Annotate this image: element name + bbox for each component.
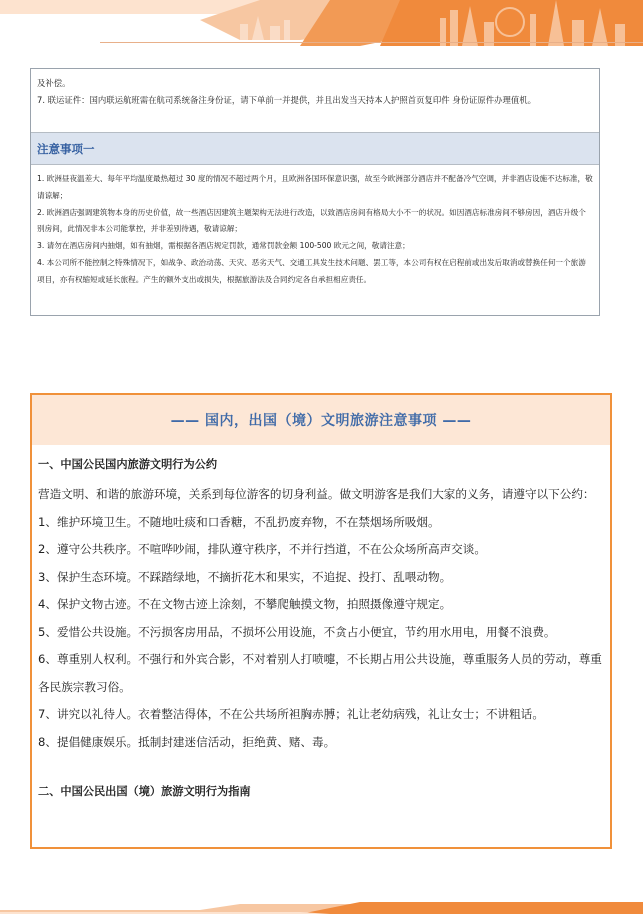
top-banner (0, 0, 643, 46)
table-continuation (30, 68, 600, 316)
rule-item: 4、保护文物古迹。不在文物古迹上涂刻，不攀爬触摸文物，拍照摄像遵守规定。 (38, 597, 452, 611)
continuation-line: 及补偿。 (37, 78, 71, 88)
rule-item: 2、遵守公共秩序。不喧哗吵闹，排队遵守秩序，不并行挡道，不在公众场所高声交谈。 (38, 542, 486, 556)
notice-item: 1. 欧洲昼夜温差大、每年平均温度最热超过 30 度的情况不超过两个月，且欧洲各国环保意识强，故至今欧洲部分酒店并不配备冷气空调，并非酒店设施不达标准，敬请谅解； (37, 174, 593, 200)
continuation-cell (31, 69, 599, 133)
civilized-travel-body (32, 445, 610, 802)
notice-item: 3. 请勿在酒店房间内抽烟，如有抽烟，需根据各酒店规定罚款，通常罚款金额 100-500 欧元之间，敬请注意； (37, 241, 410, 251)
bottom-skyline-strip (0, 900, 643, 914)
rule-item: 5、爱惜公共设施。不污损客房用品，不损坏公用设施，不贪占小便宜，节约用水用电，用餐不浪费。 (38, 624, 556, 639)
rule-item: 3、保护生态环境。不踩踏绿地，不摘折花木和果实，不追捉、投打、乱喂动物。 (38, 569, 452, 584)
intro-text: 营造文明、和谐的旅游环境，关系到每位游客的切身利益。做文明游客是我们大家的义务，请遵守以下公约： (38, 487, 595, 501)
notice-body (31, 165, 599, 295)
section2-title: 二、中国公民出国（境）旅游文明行为指南 (38, 785, 251, 798)
continuation-line: 7. 联运证件：国内联运航班需在航司系统备注身份证，请下单前一并提供，并且出发当天持本人护照首页复印件 身份证原件办理值机。 (37, 95, 537, 105)
civilized-travel-box (30, 393, 612, 849)
civilized-travel-title: —— 国内，出国（境）文明旅游注意事项 —— (170, 413, 472, 429)
skyline-illustration (0, 0, 643, 46)
notice-title: 注意事项一 (37, 141, 95, 156)
notice-item: 2. 欧洲酒店强调建筑物本身的历史价值，故一些酒店因建筑主题架构无法进行改造，以致酒店房间有格局大小不一的状况。如因酒店标准房间不够房因，酒店升级个别房间，此情况非本公司能掌控，并非差别待遇，敬请谅解； (37, 207, 586, 234)
rule-item: 7、讲究以礼待人。衣着整洁得体，不在公共场所袒胸赤膊；礼让老幼病残，礼让女士；不讲粗话。 (38, 707, 544, 721)
rule-item: 1、维护环境卫生。不随地吐痰和口香糖，不乱扔废弃物，不在禁烟场所吸烟。 (38, 514, 440, 529)
bottom-band (0, 900, 643, 914)
section1-title: 一、中国公民国内旅游文明行为公约 (38, 458, 218, 471)
notice-header (31, 133, 599, 165)
rule-item: 8、提倡健康娱乐。抵制封建迷信活动，拒绝黄、赌、毒。 (38, 734, 336, 749)
civilized-travel-header (32, 395, 610, 445)
notice-item: 4. 本公司所不能控制之特殊情况下，如战争、政治动荡、天灾、恶劣天气、交通工具发生技术问题、罢工等，本公司有权在启程前或出发后取消或替换任何一个旅游项目，亦有权缩短或延长旅程。产生的额外支出或损失，根据旅游法及合同约定各自承担相应责任。 (37, 257, 586, 284)
rule-item: 6、尊重别人权利。不强行和外宾合影，不对着别人打喷嚏，不长期占用公共设施，尊重服务人员的劳动，尊重各民族宗教习俗。 (38, 652, 602, 694)
